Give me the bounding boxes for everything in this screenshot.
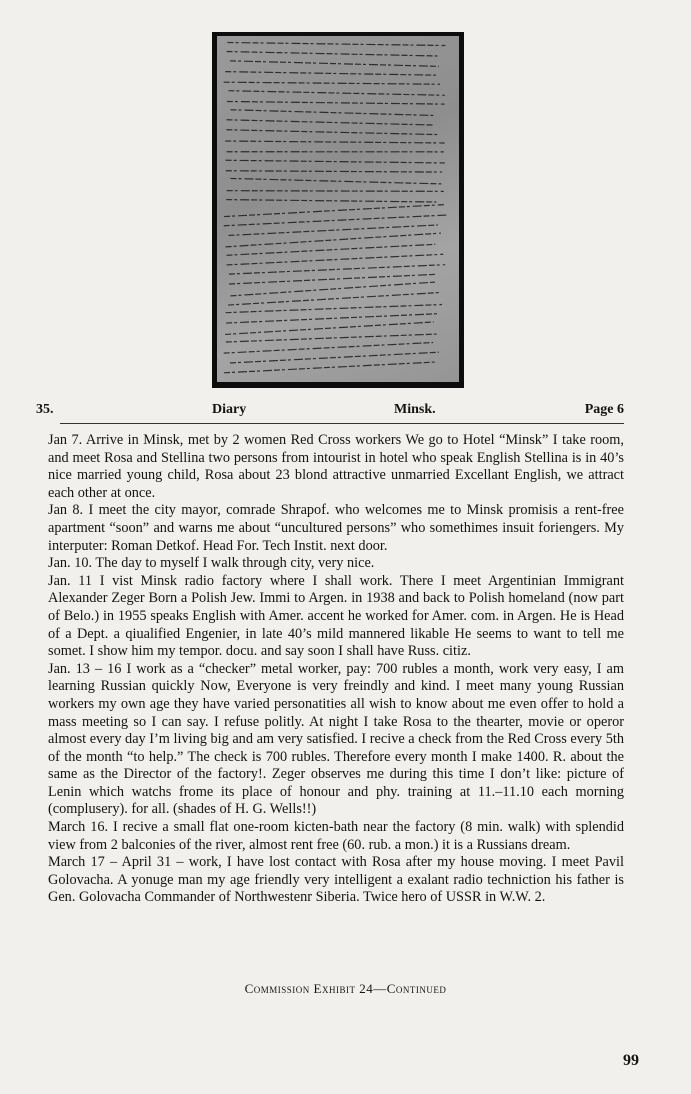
exhibit-number: 35.: [36, 402, 54, 417]
page-header: [36, 400, 624, 424]
handwriting-line: [229, 265, 445, 274]
handwriting-line: [226, 314, 437, 323]
handwriting-line: [224, 205, 444, 217]
handwriting-line: [230, 61, 439, 67]
handwriting-line: [225, 322, 433, 334]
handwriting-line: [226, 200, 436, 202]
header-rule: [60, 423, 624, 424]
handwriting-line: [224, 215, 447, 226]
handwriting-line: [226, 233, 441, 247]
diary-entry: Jan. 10. The day to myself I walk through city, very nice.: [48, 555, 375, 572]
handwriting-line: [229, 274, 435, 284]
handwriting-line: [224, 82, 440, 84]
handwriting-line: [230, 352, 439, 363]
handwriting-line: [226, 160, 445, 163]
handwriting-scribbles: [217, 36, 459, 382]
handwriting-line: [227, 101, 445, 104]
handwriting-line: [227, 254, 444, 265]
page-number: 99: [623, 1052, 639, 1069]
handwriting-line: [228, 225, 437, 235]
handwritten-diary-photo: [212, 32, 464, 388]
handwriting-line: [228, 91, 444, 96]
handwriting-line: [230, 178, 443, 184]
diary-entry: Jan 8. I meet the city mayor, comrade Shrapof. who welcomes me to Minsk promisis a rent-free apartment “soon” and warns me about “uncultured persons” who somethimes insuit foriengers. My interputer: Roman Detkof. Head For. Tech Instit. next door.: [48, 502, 624, 554]
diary-title: Diary: [212, 402, 247, 417]
handwriting-line: [226, 305, 442, 313]
diary-entry: Jan. 11 I vist Minsk radio factory where I shall work. There I meet Argentinian Immigrant Alexander Zeger Born a Polish Jew. Immi to Argen. in 1938 and back to Polish homeland (now part of Belo.) in 1955 speaks English with Amer. accent he worked for Amer. com. in Argen. He is Head of a Dept. a qiualified Engenier, in late 40’s mild mannered likable He seems to want to tell me somet. I show him my tempor. docu. and say soon I shall have Russ. citiz.: [48, 572, 624, 660]
handwriting-line: [230, 282, 435, 296]
handwriting-line: [226, 334, 439, 342]
handwriting-line: [227, 120, 434, 125]
diary-entry: March 16. I recive a small flat one-room kicten-bath near the factory (8 min. walk) with splendid view from 2 balconies of the river, almost rent free (60. rub. a mon.) it is a Russians dream.: [48, 819, 624, 853]
exhibit-caption: Commission Exhibit 24—Continued: [244, 981, 447, 996]
handwriting-line: [226, 171, 442, 172]
handwriting-line: [227, 191, 444, 192]
diary-entry: March 17 – April 31 – work, I have lost contact with Rosa after my house moving. I meet Pavil Golovacha. A yonuge man my age friendly very intelligent a exalant radio techniction his father is Gen. Golovacha Commander of Northwestenr Siberia. Twice hero of USSR in W.W. 2.: [48, 854, 624, 906]
diary-entry: Jan 7. Arrive in Minsk, met by 2 women Red Cross workers We go to Hotel “Minsk” I take room, and meet Rosa and Stellina two persons from intourist in hotel who speak English Stellina is in 40’s nice married young child, Rosa about 23 blond attractive unmarried Excellant English, we attract each other at once.: [48, 432, 624, 501]
handwriting-line: [231, 110, 434, 116]
page-label: Page 6: [584, 402, 624, 417]
handwriting-line: [227, 244, 436, 255]
handwriting-line: [227, 42, 445, 45]
place-label: Minsk.: [394, 402, 436, 417]
handwriting-line: [224, 342, 433, 353]
handwriting-line: [226, 130, 439, 135]
handwriting-line: [227, 52, 440, 57]
transcription-body: [48, 432, 624, 907]
diary-entry: Jan. 13 – 16 I work as a “checker” metal worker, pay: 700 rubles a month, work very easy, I am learning Russian quickly Now, Everyone is very freindly and kind. I meet many young Russian workers my own age they have varied personatities all wish to know about me even offer to hold a mass meeting so I can say. I refuse politly. At night I take Rosa to the thearter, movie or operor almost every day I’m living big and am very satisfied. I recive a check from the Red Cross every 5th of the month “to help.” The check is 700 rubles. Therefore every month I make 1400. R. about the same as the Director of the factory!. Zeger observes me during this time I don’t like: picture of Lenin which watchs frome its place of honour and phy. training at 11.–11.10 each morning (complusery). for all. (shades of H. G. Wells!!): [48, 660, 624, 818]
handwriting-line: [225, 72, 436, 76]
diary-page-image: [217, 36, 459, 382]
handwriting-line: [225, 141, 444, 143]
handwriting-line: [224, 362, 436, 373]
